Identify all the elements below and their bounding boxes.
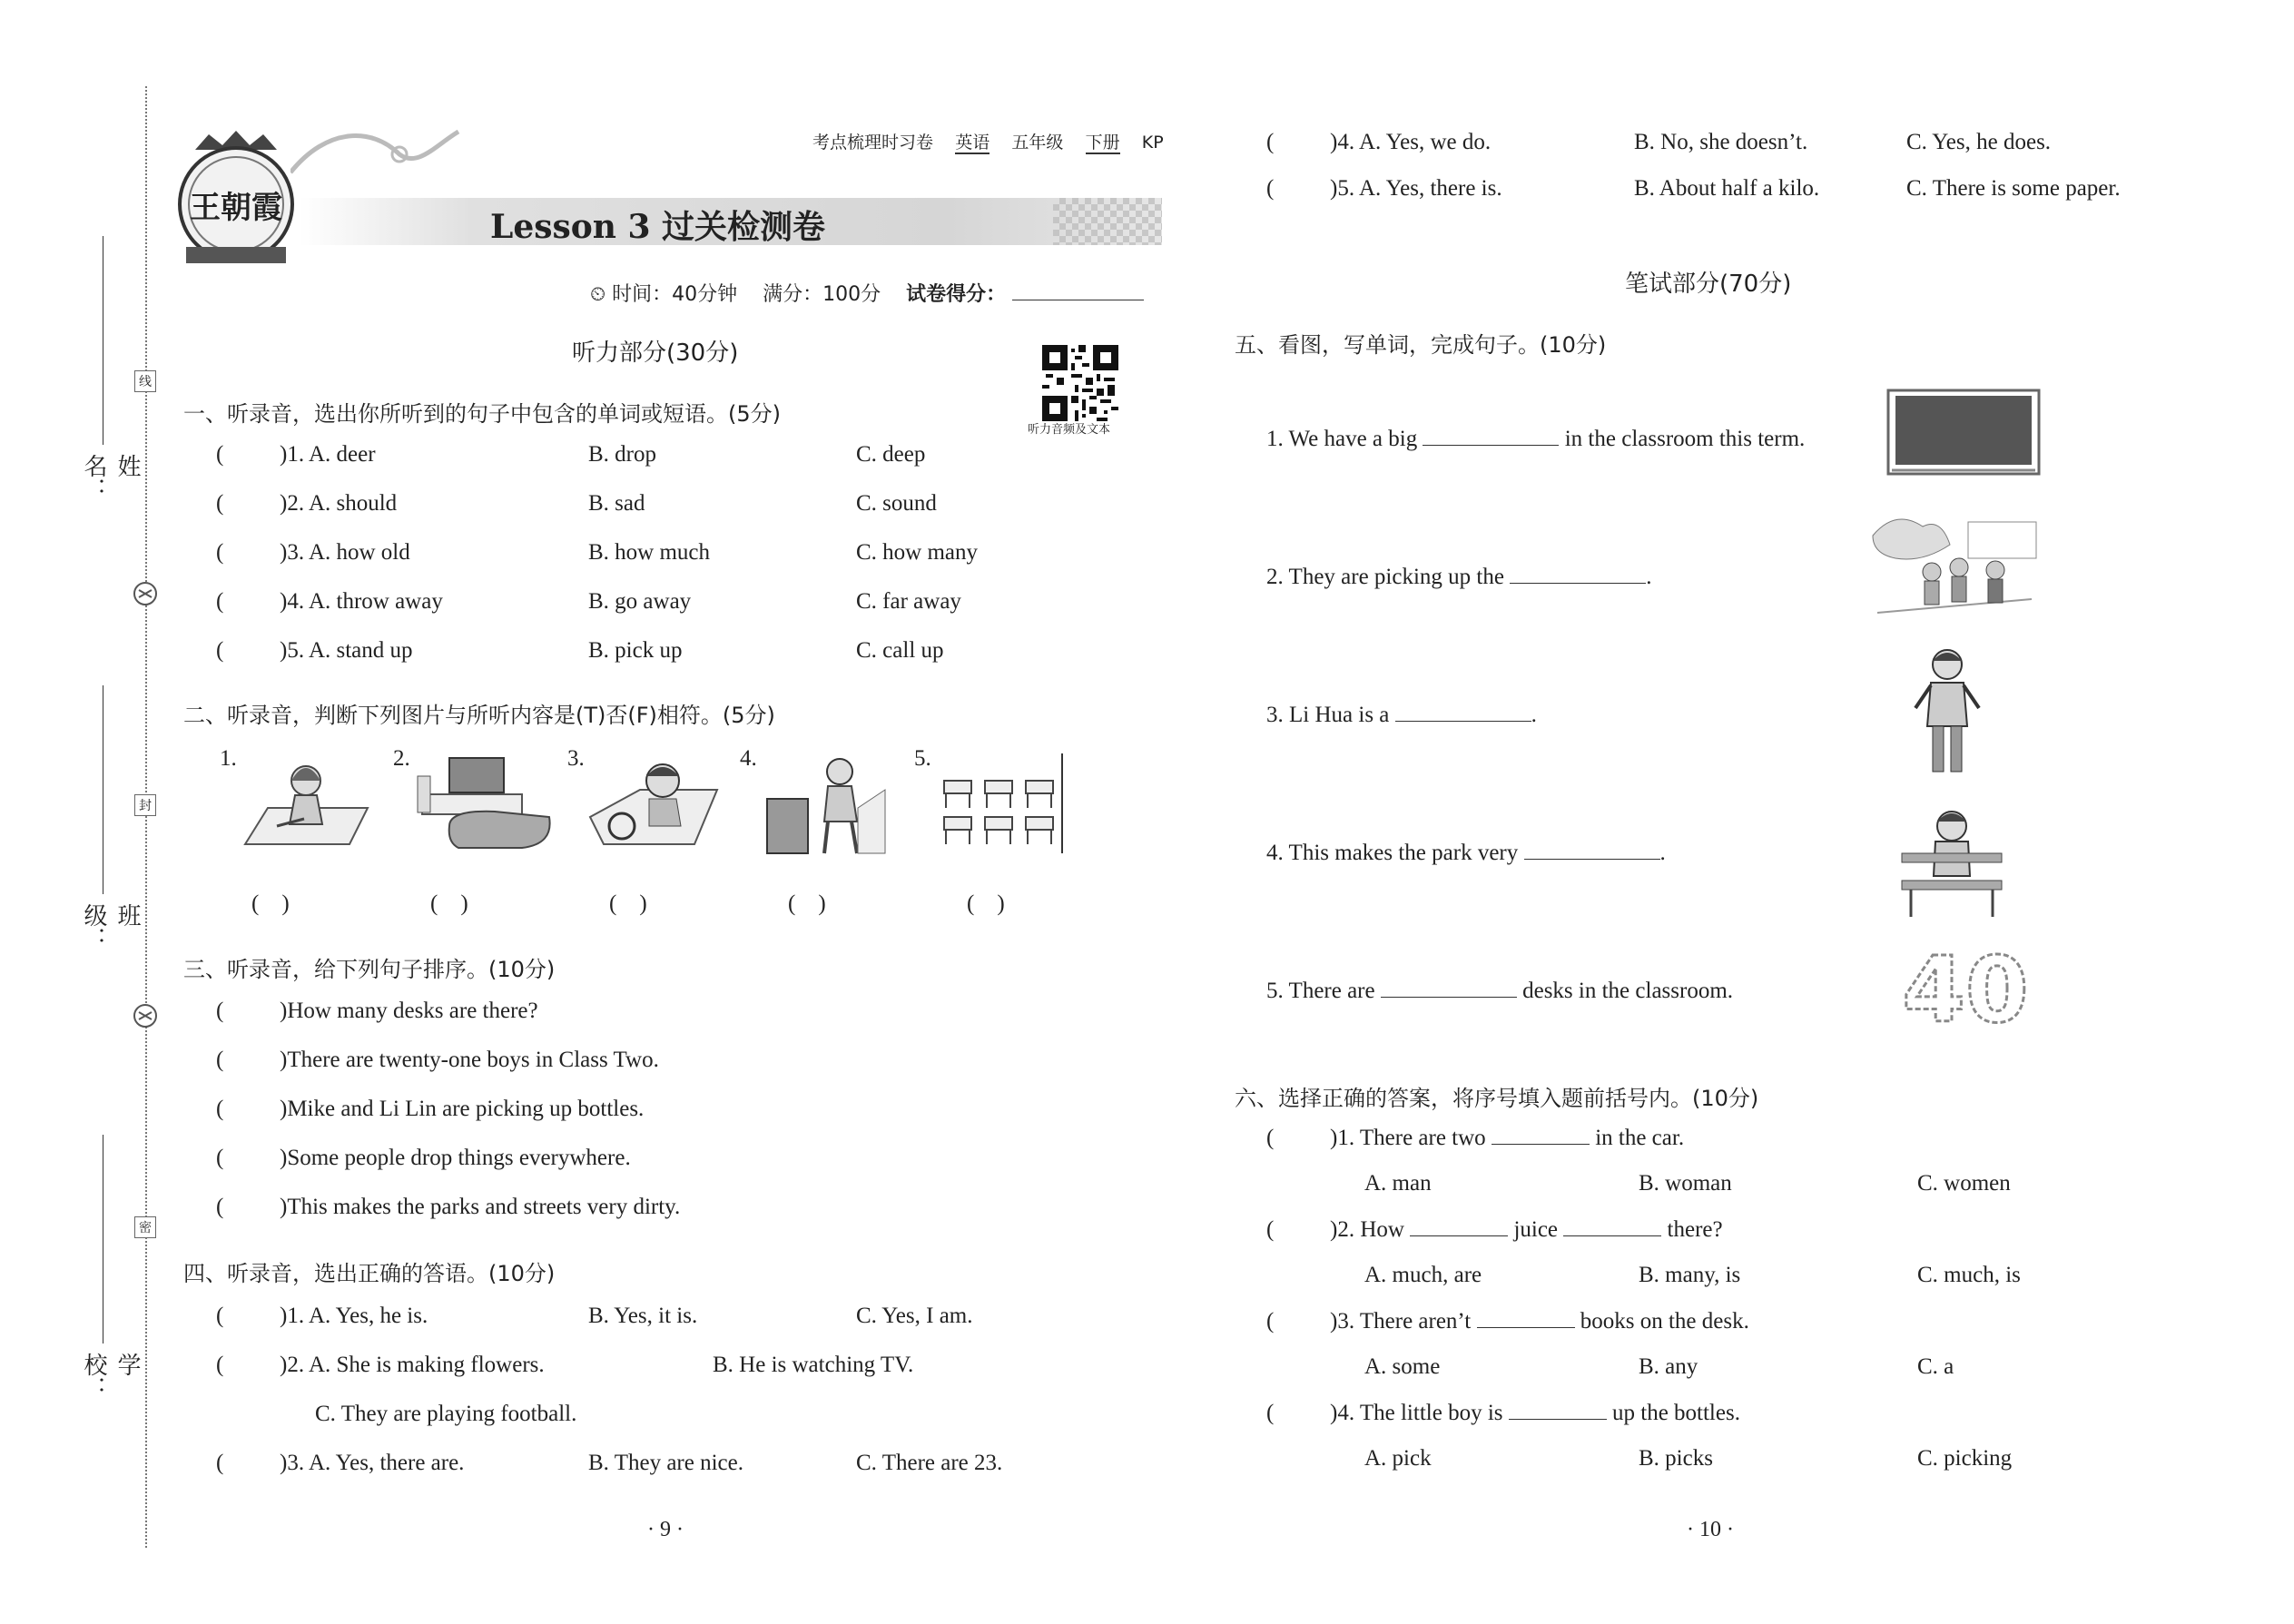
part4-item-4	[1266, 130, 1491, 155]
part1-item-4	[216, 589, 443, 615]
subject-name: 英语	[955, 133, 990, 153]
part4-item-3-c: C. There are 23.	[856, 1451, 1003, 1475]
part1-item-4-b: B. go away	[588, 589, 692, 614]
answer-bracket[interactable]: (	[216, 491, 224, 516]
svg-text:王朝霞: 王朝霞	[190, 190, 282, 226]
time-limit: 时间：40分钟	[612, 283, 738, 306]
sentence-start: 1. We have a big	[1266, 427, 1418, 451]
school-label: 学校：	[80, 1353, 141, 1400]
answer-bracket[interactable]: (	[1266, 176, 1275, 201]
sentence-start: 2. They are picking up the	[1266, 565, 1504, 589]
scissors-icon	[133, 1003, 158, 1029]
part6-item-2-b: B. many, is	[1639, 1263, 1741, 1287]
part3-item-1	[216, 999, 538, 1024]
part3-title: 三、听录音，给下列句子排序。(10分)	[183, 957, 556, 982]
part1-item-1-b: B. drop	[588, 442, 656, 467]
answer-bracket[interactable]: (	[216, 1451, 224, 1475]
exam-info	[590, 279, 1144, 307]
part1-item-2-c: C. sound	[856, 491, 937, 516]
answer-bracket[interactable]: (	[216, 1304, 224, 1328]
picture-number-5: 5.	[914, 746, 931, 771]
part3-item-2	[216, 1048, 659, 1073]
part6-item-2-c: C. much, is	[1917, 1263, 2021, 1287]
option-a: )1. A. Yes, he is.	[280, 1304, 428, 1328]
part4-item-2-b: B. He is watching TV.	[713, 1353, 914, 1377]
part1-item-4-c: C. far away	[856, 589, 961, 614]
part4-title: 四、听录音，选出正确的答语。(10分)	[183, 1261, 556, 1286]
option-a: )3. A. how old	[280, 540, 410, 565]
answer-blank[interactable]	[1524, 859, 1660, 860]
part4-item-3	[216, 1451, 464, 1476]
part4-item-4-b: B. No, she doesn’t.	[1634, 130, 1808, 154]
part6-title: 六、选择正确的答案，将序号填入题前括号内。(10分)	[1235, 1086, 1759, 1111]
part6-item-4-a: A. pick	[1364, 1446, 1432, 1471]
boy-driving-illustration	[586, 753, 722, 853]
part6-item-1-b: B. woman	[1639, 1171, 1732, 1196]
answer-bracket[interactable]: (	[1266, 130, 1275, 154]
part1-item-5	[216, 638, 413, 664]
part4-item-5-c: C. There is some paper.	[1906, 176, 2121, 201]
part6-item-3	[1266, 1309, 1749, 1334]
full-score: 满分：100分	[763, 283, 881, 306]
sentence-end: in the car.	[1595, 1126, 1685, 1150]
part1-item-3-b: B. how much	[588, 540, 711, 565]
sentence-text: )This makes the parks and streets very dirty.	[280, 1195, 681, 1219]
seal-char-3: 密	[134, 1216, 156, 1238]
picture-number-1: 1.	[220, 746, 237, 771]
option-a: )5. A. Yes, there is.	[1330, 176, 1502, 201]
part1-item-3-c: C. how many	[856, 540, 979, 565]
sentence-end: books on the desk.	[1580, 1309, 1749, 1334]
answer-blank[interactable]	[1381, 997, 1517, 998]
part6-item-2-a: A. much, are	[1364, 1263, 1482, 1287]
series-name: 考点梳理时习卷	[812, 133, 934, 153]
part1-item-1	[216, 442, 376, 468]
sentence-start: 5. There are	[1266, 979, 1375, 1003]
answer-bracket-pic-2[interactable]: ( )	[430, 891, 468, 916]
answer-bracket[interactable]: (	[1266, 1401, 1275, 1425]
picture-number-2: 2.	[393, 746, 410, 771]
edition-name: KP	[1141, 133, 1164, 153]
sentence-text: )Some people drop things everywhere.	[280, 1146, 631, 1170]
sentence-start: )3. There aren’t	[1330, 1309, 1472, 1334]
qr-code[interactable]	[1042, 345, 1118, 421]
sentence-end: .	[1659, 841, 1666, 865]
binding-dotted-line	[145, 86, 147, 1548]
part3-item-4	[216, 1146, 631, 1171]
option-a: )4. A. Yes, we do.	[1330, 130, 1492, 154]
answer-blank[interactable]	[1395, 721, 1531, 722]
part1-item-5-b: B. pick up	[588, 638, 683, 663]
sentence-text: )Mike and Li Lin are picking up bottles.	[280, 1097, 645, 1121]
qr-caption: 听力音频及文本	[1028, 423, 1111, 437]
part4-item-1-b: B. Yes, it is.	[588, 1304, 698, 1328]
answer-bracket-pic-4[interactable]: ( )	[788, 891, 826, 916]
part5-title: 五、看图，写单词，完成句子。(10分)	[1235, 332, 1607, 358]
part6-item-4-b: B. picks	[1639, 1446, 1713, 1471]
option-a: )4. A. throw away	[280, 589, 443, 614]
part5-item-2	[1266, 565, 1651, 590]
part3-item-5	[216, 1195, 680, 1220]
sentence-start: 3. Li Hua is a	[1266, 703, 1390, 727]
sentence-end: up the bottles.	[1612, 1401, 1740, 1425]
part5-item-3	[1266, 703, 1537, 728]
sentence-end: there?	[1667, 1217, 1723, 1242]
page-title: Lesson 3 过关检测卷	[490, 208, 826, 246]
number-forty-illustration	[1897, 944, 2033, 1035]
part4-item-5-b: B. About half a kilo.	[1634, 176, 1820, 201]
answer-bracket[interactable]: (	[1266, 1309, 1275, 1334]
part4-item-3-b: B. They are nice.	[588, 1451, 743, 1475]
right-page-number: · 10 ·	[1687, 1518, 1734, 1541]
clock-icon: ⏲	[590, 283, 606, 306]
blackboard-illustration	[1886, 389, 2041, 476]
desks-chairs-illustration	[935, 753, 1071, 858]
answer-bracket[interactable]: (	[216, 1146, 224, 1170]
listening-heading: 听力部分(30分)	[572, 340, 739, 367]
option-a: )3. A. Yes, there are.	[280, 1451, 465, 1475]
checker-decoration	[1053, 198, 1162, 245]
answer-blank[interactable]	[1510, 583, 1646, 584]
part3-item-3	[216, 1097, 644, 1122]
answer-bracket[interactable]: (	[1266, 1126, 1275, 1150]
part6-item-3-c: C. a	[1917, 1354, 1954, 1379]
answer-blank[interactable]	[1410, 1235, 1508, 1236]
part5-item-1	[1266, 427, 1805, 452]
part6-item-1-a: A. man	[1364, 1171, 1432, 1196]
picture-number-4: 4.	[740, 746, 757, 771]
sentence-start: )1. There are two	[1330, 1126, 1486, 1150]
option-a: )5. A. stand up	[280, 638, 413, 663]
option-a: )1. A. deer	[280, 442, 376, 467]
part4-item-5	[1266, 176, 1502, 202]
answer-bracket[interactable]: (	[216, 589, 224, 614]
part6-item-1	[1266, 1126, 1684, 1151]
boy-on-bench-illustration	[1897, 803, 2006, 926]
man-trash-can-illustration	[763, 753, 890, 858]
part4-item-4-c: C. Yes, he does.	[1906, 130, 2052, 154]
part1-item-2	[216, 491, 397, 517]
sentence-end: .	[1646, 565, 1652, 589]
part6-item-3-a: A. some	[1364, 1354, 1441, 1379]
grade-name: 五年级	[1011, 133, 1064, 153]
part6-item-3-b: B. any	[1639, 1354, 1698, 1379]
answer-bracket[interactable]: (	[216, 1048, 224, 1072]
sentence-end: desks in the classroom.	[1522, 979, 1734, 1003]
girl-drawing-illustration	[241, 753, 372, 853]
answer-blank[interactable]	[1477, 1327, 1575, 1328]
answer-bracket[interactable]: (	[216, 442, 224, 467]
answer-bracket[interactable]: (	[216, 1097, 224, 1121]
seal-char-2: 封	[134, 794, 156, 816]
scissors-icon	[133, 581, 158, 606]
answer-bracket[interactable]: (	[1266, 1217, 1275, 1242]
sentence-start: )4. The little boy is	[1330, 1401, 1503, 1425]
part4-item-1-c: C. Yes, I am.	[856, 1304, 973, 1328]
class-label: 班级：	[80, 903, 141, 950]
answer-bracket-pic-5[interactable]: ( )	[967, 891, 1005, 916]
sentence-start: )2. How	[1330, 1217, 1404, 1242]
part1-item-3	[216, 540, 410, 566]
sentence-end: in the classroom this term.	[1564, 427, 1806, 451]
writing-heading: 笔试部分(70分)	[1625, 271, 1792, 298]
answer-blank[interactable]	[1509, 1419, 1607, 1420]
answer-bracket[interactable]: (	[216, 638, 224, 663]
answer-blank[interactable]	[1563, 1235, 1661, 1236]
tv-sofa-illustration	[413, 753, 554, 853]
sentence-text: )There are twenty-one boys in Class Two.	[280, 1048, 659, 1072]
answer-bracket[interactable]: (	[216, 999, 224, 1023]
answer-bracket[interactable]: (	[216, 540, 224, 565]
brand-logo	[168, 127, 304, 272]
answer-bracket-pic-3[interactable]: ( )	[609, 891, 647, 916]
part6-item-4	[1266, 1401, 1740, 1426]
seal-char-1: 线	[134, 370, 156, 392]
boy-standing-illustration	[1911, 645, 1984, 781]
answer-bracket[interactable]: (	[216, 1195, 224, 1219]
part4-item-1	[216, 1304, 428, 1329]
option-a: )2. A. She is making flowers.	[280, 1353, 545, 1377]
left-page-number: · 9 ·	[647, 1518, 684, 1541]
part4-item-2-c: C. They are playing football.	[315, 1402, 577, 1426]
part2-title: 二、听录音，判断下列图片与所听内容是(T)否(F)相符。(5分)	[183, 703, 775, 728]
sentence-start: 4. This makes the park very	[1266, 841, 1519, 865]
children-picking-bottles-illustration	[1868, 508, 2041, 622]
part1-title: 一、听录音，选出你所听到的句子中包含的单词或短语。(5分)	[183, 401, 781, 427]
sentence-text: )How many desks are there?	[280, 999, 538, 1023]
part6-item-1-c: C. women	[1917, 1171, 2011, 1196]
answer-blank[interactable]	[1423, 445, 1559, 446]
answer-blank[interactable]	[1492, 1144, 1590, 1145]
sentence-mid: juice	[1513, 1217, 1559, 1242]
part4-item-2	[216, 1353, 545, 1378]
picture-number-3: 3.	[567, 746, 585, 771]
part1-item-1-c: C. deep	[856, 442, 926, 467]
series-label	[812, 129, 1164, 153]
option-a: )2. A. should	[280, 491, 398, 516]
svg-text:40: 40	[1902, 944, 2029, 1035]
answer-bracket-pic-1[interactable]: ( )	[251, 891, 290, 916]
part5-item-5	[1266, 979, 1733, 1004]
part5-item-4	[1266, 841, 1666, 866]
part1-item-5-c: C. call up	[856, 638, 944, 663]
score-label: 试卷得分：	[906, 283, 1007, 306]
part1-item-2-b: B. sad	[588, 491, 645, 516]
answer-bracket[interactable]: (	[216, 1353, 224, 1377]
part6-item-4-c: C. picking	[1917, 1446, 2013, 1471]
sentence-end: .	[1531, 703, 1537, 727]
volume-name: 下册	[1085, 133, 1120, 153]
ribbon-decoration	[290, 118, 463, 182]
name-label: 姓名：	[80, 454, 141, 501]
part6-item-2	[1266, 1217, 1723, 1243]
